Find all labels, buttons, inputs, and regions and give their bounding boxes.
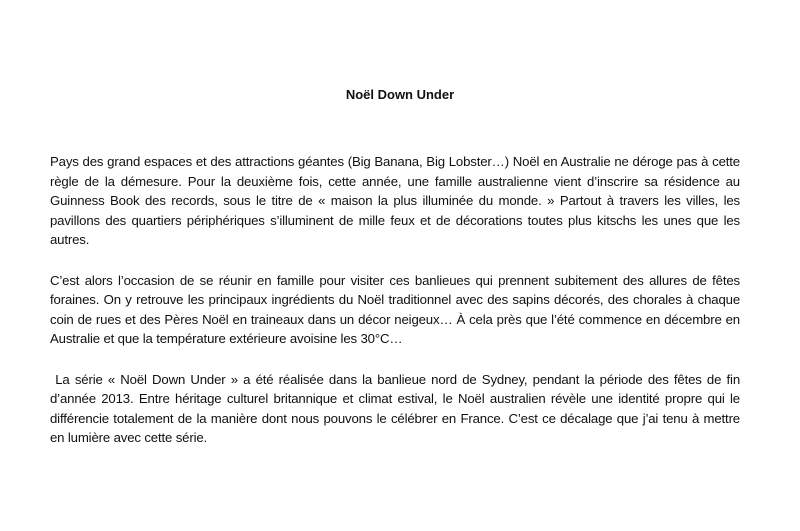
document-body: [50, 152, 744, 469]
document-title: Noël Down Under: [345, 87, 455, 102]
paragraph-2: C’est alors l’occasion de se réunir en famille pour visiter ces banlieues qui prennent subitement des allures de fêtes foraines. On y retrouve les principaux ingrédients du Noël traditionnel avec des sapins décorés, des chorales à chaque coin de rues et des Pères Noël en traineaux dans un décor neigeux… À cela près que l’été commence en décembre en Australie et que la température extérieure avoisine les 30°C…: [50, 272, 740, 346]
paragraph-3: La série « Noël Down Under » a été réalisée dans la banlieue nord de Sydney, pendant la période des fêtes de fin d’année 2013. Entre héritage culturel britannique et climat estival, le Noël australien révèle une identité propre qui le différencie totalement de la manière dont nous pouvons le célébrer en France. C’est ce décalage que j’ai tenu à mettre en lumière avec cette série.: [50, 371, 744, 445]
paragraph-1: Pays des grand espaces et des attractions géantes (Big Banana, Big Lobster…) Noël en Australie ne déroge pas à cette règle de la démesure. Pour la deuxième fois, cette année, une famille australienne vient d’inscrire sa résidence au Guinness Book des records, sous le titre de « maison la plus illuminée du monde. » Partout à travers les villes, les pavillons des quartiers périphériques s’illuminent de mille feux et de décorations toutes plus kitschs les unes que les autres.: [50, 154, 740, 247]
